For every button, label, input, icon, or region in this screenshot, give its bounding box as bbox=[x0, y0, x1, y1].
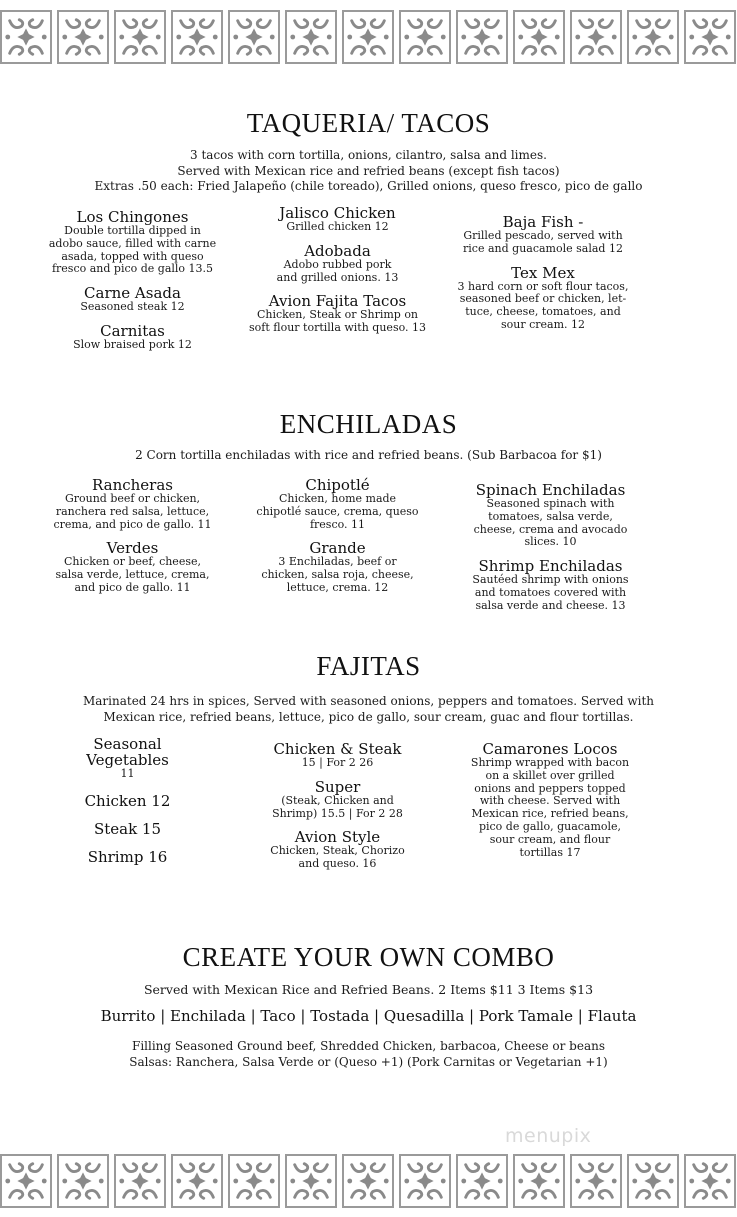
menu-item bbox=[448, 265, 638, 332]
item-name: Los Chingones bbox=[76, 208, 189, 226]
ornament-tile bbox=[228, 10, 280, 64]
ornament-tile bbox=[513, 10, 565, 64]
item-name: Avion Style bbox=[294, 828, 381, 847]
item-desc: sour cream. 12 bbox=[500, 317, 585, 331]
item-desc: with cheese. Served with bbox=[479, 794, 621, 808]
ornament-tile bbox=[570, 10, 622, 64]
item-desc: Chicken, Steak or Shrimp on bbox=[256, 308, 419, 322]
menu-item bbox=[40, 323, 225, 352]
item-name: Super bbox=[314, 777, 361, 796]
enchiladas-col-1 bbox=[40, 477, 225, 604]
menu-item bbox=[240, 293, 435, 335]
item-desc: Slow braised pork 12 bbox=[73, 337, 192, 351]
menu-item bbox=[40, 209, 225, 276]
enchiladas-col-3 bbox=[458, 482, 643, 622]
item-name: Chipotlé bbox=[305, 476, 370, 494]
item-name: Shrimp Enchiladas bbox=[478, 557, 623, 576]
menu-item bbox=[458, 482, 643, 549]
ornament-tile bbox=[627, 1154, 679, 1208]
item-desc: Chicken, home made bbox=[278, 492, 397, 505]
menu-item bbox=[448, 214, 638, 256]
top-tile-border bbox=[0, 10, 737, 68]
menu-item bbox=[240, 829, 435, 871]
item-desc: salsa verde, lettuce, crema, bbox=[55, 568, 210, 582]
item-name: Chicken 12 bbox=[84, 791, 171, 810]
item-desc: and grilled onions. 13 bbox=[276, 270, 399, 284]
item-desc: Seasoned steak 12 bbox=[80, 300, 185, 314]
ornament-tile bbox=[684, 1154, 736, 1208]
item-desc: tuce, cheese, tomatoes, and bbox=[465, 305, 621, 319]
section-title-combo: CREATE YOUR OWN COMBO bbox=[182, 942, 555, 972]
item-desc: Grilled chicken 12 bbox=[286, 220, 389, 233]
item-name: Steak 15 bbox=[93, 819, 162, 838]
item-desc: Shrimp wrapped with bacon bbox=[470, 756, 630, 769]
taqueria-col-3 bbox=[448, 214, 638, 341]
item-name: Spinach Enchiladas bbox=[475, 481, 626, 499]
watermark-logo: menupix bbox=[505, 1125, 592, 1147]
ornament-tile bbox=[0, 10, 52, 64]
item-desc: on a skillet over grilled bbox=[485, 768, 615, 782]
menu-item bbox=[240, 779, 435, 821]
combo-fillings bbox=[0, 1039, 737, 1070]
item-name: Seasonal bbox=[93, 735, 162, 753]
item-name: Chicken & Steak bbox=[273, 740, 402, 758]
item-desc: Chicken or beef, cheese, bbox=[64, 555, 201, 569]
item-desc: chipotlé sauce, crema, queso bbox=[256, 504, 419, 518]
item-name: Jalisco Chicken bbox=[279, 204, 396, 222]
taqueria-col-2 bbox=[240, 205, 435, 344]
ornament-tile bbox=[57, 1154, 109, 1208]
item-name: Verdes bbox=[106, 539, 159, 558]
ornament-tile bbox=[456, 10, 508, 64]
item-desc: pico de gallo, guacamole, bbox=[478, 819, 622, 833]
section-desc-combo: Served with Mexican Rice and Refried Beans. 2 Items $11 3 Items $13 bbox=[143, 982, 594, 997]
section-desc-taqueria bbox=[0, 148, 737, 195]
item-desc: salsa verde and cheese. 13 bbox=[475, 598, 626, 612]
item-desc: 11 bbox=[120, 767, 135, 780]
section-title-enchiladas: ENCHILADAS bbox=[279, 409, 458, 439]
ornament-tile bbox=[456, 1154, 508, 1208]
ornament-tile bbox=[342, 1154, 394, 1208]
item-name: Vegetables bbox=[86, 751, 169, 769]
section-desc-enchiladas bbox=[0, 448, 737, 464]
menu-item bbox=[240, 540, 435, 594]
ornament-tile bbox=[627, 10, 679, 64]
item-name: Tex Mex bbox=[511, 263, 575, 282]
item-desc: chicken, salsa roja, cheese, bbox=[261, 568, 414, 582]
item-desc: Seasoned spinach with bbox=[486, 497, 615, 510]
menu-item bbox=[40, 285, 225, 314]
item-name: Adobada bbox=[304, 241, 371, 260]
item-name: Rancheras bbox=[92, 476, 173, 494]
item-name: Carne Asada bbox=[84, 284, 181, 303]
desc-line: Served with Mexican rice and refried beans (except fish tacos) bbox=[177, 163, 560, 178]
item-desc: 3 hard corn or soft flour tacos, bbox=[457, 279, 629, 293]
menu-item bbox=[458, 558, 643, 612]
item-desc: Chicken, Steak, Chorizo bbox=[270, 844, 405, 858]
ornament-tile bbox=[114, 10, 166, 64]
ornament-tile bbox=[570, 1154, 622, 1208]
item-name: Grande bbox=[309, 539, 366, 558]
item-desc: asada, topped with queso bbox=[61, 249, 204, 263]
desc-line: 2 Corn tortilla enchiladas with rice and refried beans. (Sub Barbacoa for $1) bbox=[135, 448, 602, 462]
item-desc: lettuce, crema. 12 bbox=[286, 580, 389, 594]
ornament-tile bbox=[399, 10, 451, 64]
ornament-tile bbox=[171, 10, 223, 64]
item-desc: ranchera red salsa, lettuce, bbox=[55, 504, 210, 518]
menu-item bbox=[40, 477, 225, 531]
item-name: Camarones Locos bbox=[482, 740, 618, 758]
item-desc: and pico de gallo. 11 bbox=[74, 580, 191, 594]
item-desc: Double tortilla dipped in bbox=[64, 224, 201, 237]
desc-line: Mexican rice, refried beans, lettuce, pico de gallo, sour cream, guac and flour tortillas. bbox=[103, 709, 634, 724]
item-desc: (Steak, Chicken and bbox=[281, 793, 394, 807]
ornament-tile bbox=[171, 1154, 223, 1208]
ornament-tile bbox=[684, 10, 736, 64]
desc-line: Filling Seasoned Ground beef, Shredded Chicken, barbacoa, Cheese or beans bbox=[132, 1039, 605, 1053]
ornament-tile bbox=[57, 10, 109, 64]
desc-line: Marinated 24 hrs in spices, Served with seasoned onions, peppers and tomatoes. Served with bbox=[82, 694, 655, 708]
section-desc-fajitas bbox=[0, 694, 737, 725]
bottom-tile-border bbox=[0, 1154, 737, 1212]
item-desc: tomatoes, salsa verde, bbox=[488, 509, 613, 523]
ornament-tile bbox=[285, 10, 337, 64]
fajitas-col-3 bbox=[455, 741, 645, 868]
ornament-tile bbox=[228, 1154, 280, 1208]
item-desc: Adobo rubbed pork bbox=[283, 257, 392, 271]
ornament-tile bbox=[285, 1154, 337, 1208]
item-name: Shrimp 16 bbox=[87, 847, 168, 866]
item-desc: fresco and pico de gallo 13.5 bbox=[51, 262, 214, 276]
menu-item bbox=[240, 243, 435, 285]
item-name: Baja Fish - bbox=[502, 213, 584, 231]
ornament-tile bbox=[342, 10, 394, 64]
item-desc: Sautéed shrimp with onions bbox=[472, 573, 629, 587]
fajitas-col-1 bbox=[55, 736, 200, 865]
item-desc: cheese, crema and avocado bbox=[473, 522, 628, 536]
desc-line: Extras .50 each: Fried Jalapeño (chile toreado), Grilled onions, queso fresco, pico de gallo bbox=[94, 179, 643, 193]
ornament-tile bbox=[513, 1154, 565, 1208]
item-desc: 15 | For 2 26 bbox=[301, 756, 374, 769]
ornament-tile bbox=[114, 1154, 166, 1208]
item-desc: Grilled pescado, served with bbox=[463, 229, 623, 242]
menu-item bbox=[240, 741, 435, 770]
item-desc: seasoned beef or chicken, let- bbox=[459, 292, 627, 306]
ornament-tile bbox=[0, 1154, 52, 1208]
item-desc: fresco. 11 bbox=[309, 517, 366, 531]
item-desc: and queso. 16 bbox=[298, 857, 377, 871]
desc-line: 3 tacos with corn tortilla, onions, cilantro, salsa and limes. bbox=[190, 148, 547, 162]
enchiladas-col-2 bbox=[240, 477, 435, 604]
item-desc: sour cream, and flour bbox=[489, 832, 611, 846]
menu-item bbox=[240, 205, 435, 234]
item-desc: soft flour tortilla with queso. 13 bbox=[248, 321, 427, 335]
item-desc: rice and guacamole salad 12 bbox=[463, 241, 623, 255]
combo-item-list: Burrito | Enchilada | Taco | Tostada | Quesadilla | Pork Tamale | Flauta bbox=[100, 1007, 637, 1025]
item-desc: onions and peppers topped bbox=[474, 781, 626, 795]
item-name: Avion Fajita Tacos bbox=[268, 292, 407, 311]
section-title-taqueria: TAQUERIA/ TACOS bbox=[246, 108, 491, 138]
item-desc: adobo sauce, filled with carne bbox=[48, 236, 217, 250]
menu-item bbox=[240, 477, 435, 531]
item-desc: Ground beef or chicken, bbox=[64, 492, 201, 505]
menu-item bbox=[455, 741, 645, 859]
item-desc: tortillas 17 bbox=[519, 845, 581, 859]
item-desc: 3 Enchiladas, beef or bbox=[278, 555, 397, 569]
item-desc: Mexican rice, refried beans, bbox=[471, 807, 629, 821]
item-desc: and tomatoes covered with bbox=[474, 585, 627, 599]
item-desc: crema, and pico de gallo. 11 bbox=[53, 517, 212, 531]
menu-item bbox=[40, 540, 225, 594]
item-name: Carnitas bbox=[100, 321, 165, 340]
ornament-tile bbox=[399, 1154, 451, 1208]
desc-line: Salsas: Ranchera, Salsa Verde or (Queso +1) (Pork Carnitas or Vegetarian +1) bbox=[129, 1054, 608, 1069]
taqueria-col-1 bbox=[40, 209, 225, 361]
item-desc: slices. 10 bbox=[524, 535, 577, 549]
item-desc: Shrimp) 15.5 | For 2 28 bbox=[272, 806, 403, 820]
fajitas-col-2 bbox=[240, 741, 435, 880]
section-title-fajitas: FAJITAS bbox=[316, 651, 421, 681]
